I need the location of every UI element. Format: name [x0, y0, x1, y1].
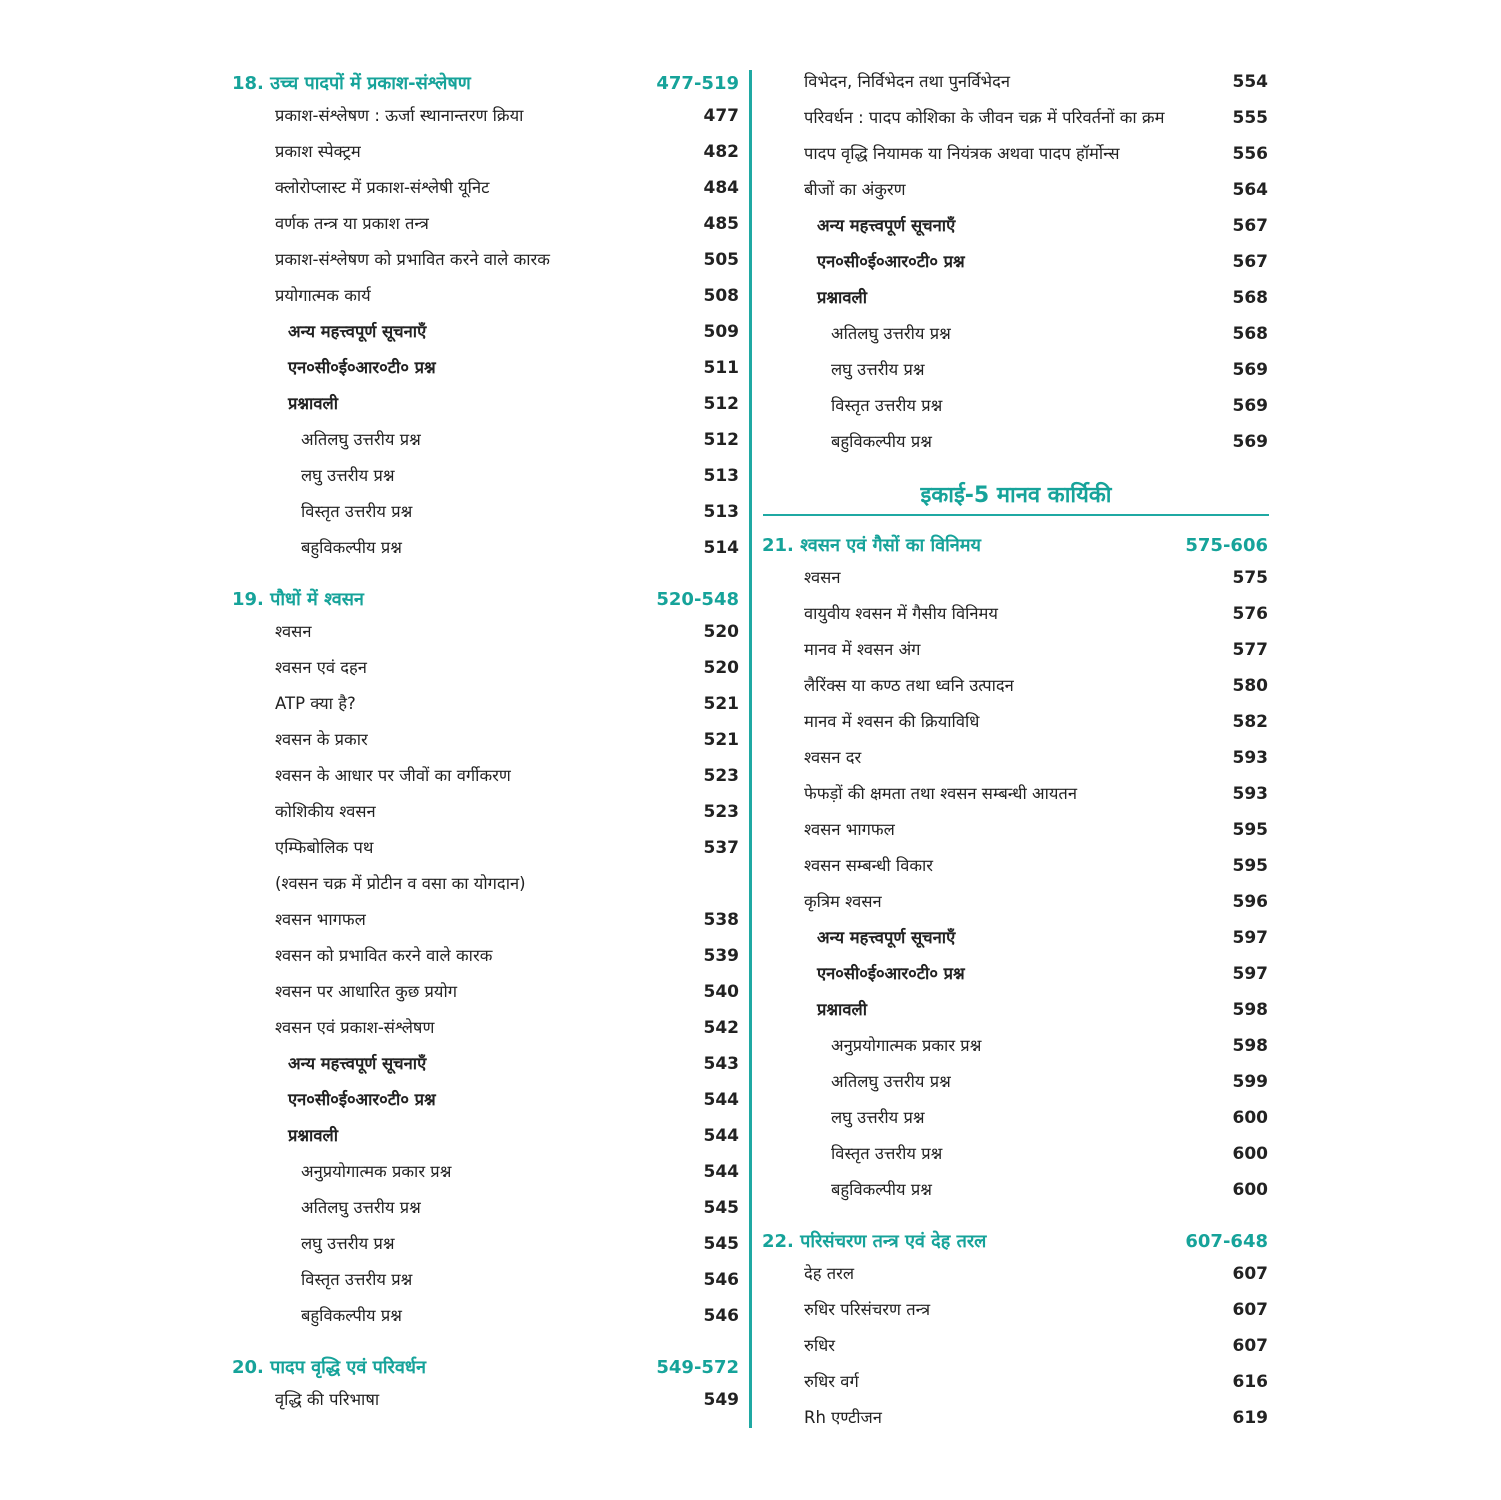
chapter-title: 22. परिसंचरण तन्त्र एवं देह तरल: [762, 1231, 987, 1252]
toc-entry[interactable]: [0, 959, 1290, 989]
toc-entry[interactable]: [0, 599, 1290, 629]
entry-title: प्रश्नावली: [817, 288, 867, 307]
chapter-title: 19. पौधों में श्वसन: [232, 589, 364, 610]
entry-title: लघु उत्तरीय प्रश्न: [301, 466, 395, 485]
entry-title: श्वसन एवं प्रकाश-संश्लेषण: [275, 1018, 435, 1037]
toc-entry[interactable]: [0, 497, 745, 527]
toc-entry[interactable]: [0, 743, 1290, 773]
page-number: 512: [703, 430, 739, 450]
page-number: 545: [703, 1234, 739, 1254]
page-number: 544: [703, 1126, 739, 1146]
entry-title: एम्फिबोलिक पथ: [275, 838, 374, 857]
entry-title: (श्वसन चक्र में प्रोटीन व वसा का योगदान): [275, 874, 526, 893]
toc-entry[interactable]: [0, 1067, 1290, 1097]
page-number: 485: [703, 214, 739, 234]
page-number: 576: [1232, 604, 1268, 624]
entry-title: वृद्धि की परिभाषा: [275, 1390, 380, 1409]
page-number: 513: [703, 466, 739, 486]
page-number: 537: [703, 838, 739, 858]
unit-title: इकाई-5 मानव कार्यिकी: [920, 483, 1112, 508]
toc-entry[interactable]: [0, 635, 1290, 665]
entry-title: मानव में श्वसन अंग: [804, 640, 921, 659]
page-number: 593: [1232, 748, 1268, 768]
toc-entry[interactable]: [0, 923, 1290, 953]
page-number: 599: [1232, 1072, 1268, 1092]
page-number: 477: [703, 106, 739, 126]
chapter-page-range: 549-572: [656, 1357, 739, 1378]
entry-title: रुधिर वर्ग: [804, 1372, 859, 1391]
page-number: 482: [703, 142, 739, 162]
entry-title: रुधिर: [804, 1336, 836, 1355]
toc-entry[interactable]: [0, 1331, 1290, 1361]
page-number: 539: [703, 946, 739, 966]
entry-title: एन०सी०ई०आर०टी० प्रश्न: [288, 358, 436, 377]
entry-title: श्वसन दर: [804, 748, 862, 767]
page-number: 508: [703, 286, 739, 306]
page-number: 544: [703, 1162, 739, 1182]
entry-title: अन्य महत्त्वपूर्ण सूचनाएँ: [288, 1054, 427, 1073]
entry-title: प्रश्नावली: [288, 1126, 338, 1145]
entry-title: देह तरल: [804, 1264, 855, 1283]
page-number: 597: [1232, 964, 1268, 984]
page-number: 569: [1232, 360, 1268, 380]
page-number: 575: [1232, 568, 1268, 588]
entry-title: प्रकाश-संश्लेषण : ऊर्जा स्थानान्तरण क्रिया: [275, 106, 524, 125]
toc-entry[interactable]: [0, 1031, 1290, 1061]
toc-entry[interactable]: [0, 283, 1290, 313]
page-number: 546: [703, 1306, 739, 1326]
page-number: 607: [1232, 1264, 1268, 1284]
toc-entry[interactable]: [0, 851, 1290, 881]
toc-entry[interactable]: [0, 391, 1290, 421]
page-number: 484: [703, 178, 739, 198]
toc-entry[interactable]: [0, 461, 745, 491]
page-number: 607: [1232, 1300, 1268, 1320]
entry-title: श्वसन एवं दहन: [275, 658, 367, 677]
page-number: 568: [1232, 324, 1268, 344]
entry-title: विस्तृत उत्तरीय प्रश्न: [831, 396, 943, 415]
page-number: 521: [703, 694, 739, 714]
page-number: 567: [1232, 216, 1268, 236]
entry-title: अतिलघु उत्तरीय प्रश्न: [301, 1198, 421, 1217]
page-number: 600: [1232, 1108, 1268, 1128]
page-number: 511: [703, 358, 739, 378]
entry-title: मानव में श्वसन की क्रियाविधि: [804, 712, 980, 731]
page-number: 505: [703, 250, 739, 270]
page-number: 520: [703, 658, 739, 678]
page-number: 600: [1232, 1144, 1268, 1164]
entry-title: प्रश्नावली: [288, 394, 338, 413]
entry-title: अतिलघु उत्तरीय प्रश्न: [831, 1072, 951, 1091]
entry-title: रुधिर परिसंचरण तन्त्र: [804, 1300, 931, 1319]
entry-title: श्वसन भागफल: [275, 910, 366, 929]
toc-entry[interactable]: [0, 211, 1290, 241]
entry-title: लघु उत्तरीय प्रश्न: [301, 1234, 395, 1253]
chapter-page-range: 520-548: [656, 589, 739, 610]
entry-title: एन०सी०ई०आर०टी० प्रश्न: [817, 964, 965, 983]
entry-title: अतिलघु उत्तरीय प्रश्न: [301, 430, 421, 449]
toc-entry[interactable]: [0, 779, 1290, 809]
page-number: 555: [1232, 108, 1268, 128]
entry-title: बहुविकल्पीय प्रश्न: [831, 1180, 932, 1199]
entry-title: बहुविकल्पीय प्रश्न: [301, 1306, 402, 1325]
page-number: 540: [703, 982, 739, 1002]
entry-title: एन०सी०ई०आर०टी० प्रश्न: [817, 252, 965, 271]
page-number: 577: [1232, 640, 1268, 660]
entry-title: अनुप्रयोगात्मक प्रकार प्रश्न: [301, 1162, 452, 1181]
entry-title: वायुवीय श्वसन में गैसीय विनिमय: [804, 604, 998, 623]
chapter-page-range: 575-606: [1185, 535, 1268, 556]
page-number: 595: [1232, 856, 1268, 876]
toc-entry[interactable]: [0, 1175, 1290, 1205]
toc-entry[interactable]: [0, 1295, 1290, 1325]
entry-title: श्वसन के प्रकार: [275, 730, 368, 749]
toc-entry[interactable]: [0, 671, 1290, 701]
page-number: 569: [1232, 432, 1268, 452]
page-number: 597: [1232, 928, 1268, 948]
entry-title: कृत्रिम श्वसन: [804, 892, 882, 911]
page-number: 543: [703, 1054, 739, 1074]
toc-entry[interactable]: [0, 355, 1290, 385]
entry-title: पादप वृद्धि नियामक या नियंत्रक अथवा पादप हॉर्मोन्स: [804, 144, 1120, 163]
page-number: 598: [1232, 1036, 1268, 1056]
entry-title: श्वसन को प्रभावित करने वाले कारक: [275, 946, 493, 965]
entry-title: प्रकाश स्पेक्ट्रम: [275, 142, 361, 161]
entry-title: श्वसन के आधार पर जीवों का वर्गीकरण: [275, 766, 511, 785]
page-number: 523: [703, 802, 739, 822]
page-number: 616: [1232, 1372, 1268, 1392]
page-number: 523: [703, 766, 739, 786]
toc-entry[interactable]: [0, 103, 1290, 133]
toc-entry[interactable]: [0, 887, 1290, 917]
entry-title: अन्य महत्त्वपूर्ण सूचनाएँ: [817, 216, 956, 235]
entry-title: परिवर्धन : पादप कोशिका के जीवन चक्र में परिवर्तनों का क्रम: [804, 108, 1165, 127]
toc-entry[interactable]: [0, 175, 1290, 205]
entry-title: बहुविकल्पीय प्रश्न: [301, 538, 402, 557]
entry-title: लघु उत्तरीय प्रश्न: [831, 1108, 925, 1127]
entry-title: Rh एण्टीजन: [804, 1408, 882, 1427]
toc-entry[interactable]: [0, 815, 1290, 845]
chapter-title: 20. पादप वृद्धि एवं परिवर्धन: [232, 1357, 426, 1378]
toc-entry[interactable]: [0, 1259, 1290, 1289]
toc-entry[interactable]: [0, 1103, 1290, 1133]
entry-title: विभेदन, निर्विभेदन तथा पुनर्विभेदन: [804, 72, 1011, 91]
entry-title: ATP क्या है?: [275, 694, 356, 713]
chapter-title: 21. श्वसन एवं गैसों का विनिमय: [762, 535, 981, 556]
page-number: 568: [1232, 288, 1268, 308]
toc-entry[interactable]: [0, 1367, 1290, 1397]
toc-entry[interactable]: [0, 1139, 1290, 1169]
entry-title: श्वसन भागफल: [804, 820, 895, 839]
page-number: 582: [1232, 712, 1268, 732]
page-number: 520: [703, 622, 739, 642]
page-number: 546: [703, 1270, 739, 1290]
toc-entry[interactable]: [0, 563, 1290, 593]
page-number: 554: [1232, 72, 1268, 92]
page-number: 598: [1232, 1000, 1268, 1020]
page-number: 567: [1232, 252, 1268, 272]
entry-title: अनुप्रयोगात्मक प्रकार प्रश्न: [831, 1036, 982, 1055]
toc-entry[interactable]: [0, 139, 1290, 169]
chapter-page-range: 477-519: [656, 73, 739, 94]
page-number: 564: [1232, 180, 1268, 200]
entry-title: लैरिंक्स या कण्ठ तथा ध्वनि उत्पादन: [804, 676, 1014, 695]
entry-title: वर्णक तन्त्र या प्रकाश तन्त्र: [275, 214, 429, 233]
chapter-title: 18. उच्च पादपों में प्रकाश-संश्लेषण: [232, 73, 471, 94]
toc-entry[interactable]: [0, 319, 1290, 349]
entry-title: विस्तृत उत्तरीय प्रश्न: [301, 502, 413, 521]
page-number: 596: [1232, 892, 1268, 912]
toc-entry[interactable]: [0, 1403, 1290, 1433]
page-number: 545: [703, 1198, 739, 1218]
page-number: 595: [1232, 820, 1268, 840]
entry-title: विस्तृत उत्तरीय प्रश्न: [831, 1144, 943, 1163]
toc-entry[interactable]: [0, 427, 1290, 457]
entry-title: अतिलघु उत्तरीय प्रश्न: [831, 324, 951, 343]
page-number: 549: [703, 1390, 739, 1410]
toc-entry[interactable]: [0, 247, 1290, 277]
toc-entry[interactable]: [0, 995, 1290, 1025]
chapter-page-range: 607-648: [1185, 1231, 1268, 1252]
toc-entry[interactable]: [0, 707, 1290, 737]
entry-title: प्रकाश-संश्लेषण को प्रभावित करने वाले कारक: [275, 250, 550, 269]
page-number: 607: [1232, 1336, 1268, 1356]
entry-title: प्रयोगात्मक कार्य: [275, 286, 371, 305]
page-number: 542: [703, 1018, 739, 1038]
entry-title: एन०सी०ई०आर०टी० प्रश्न: [288, 1090, 436, 1109]
entry-title: श्वसन पर आधारित कुछ प्रयोग: [275, 982, 458, 1001]
chapter-heading[interactable]: [0, 1227, 1290, 1257]
entry-title: लघु उत्तरीय प्रश्न: [831, 360, 925, 379]
page-number: 538: [703, 910, 739, 930]
toc-entry[interactable]: [0, 67, 1290, 97]
entry-title: अन्य महत्त्वपूर्ण सूचनाएँ: [288, 322, 427, 341]
page-number: 556: [1232, 144, 1268, 164]
page-number: 619: [1232, 1408, 1268, 1428]
page-number: 513: [703, 502, 739, 522]
page-number: 514: [703, 538, 739, 558]
unit-title-underline: [763, 514, 1269, 516]
entry-title: अन्य महत्त्वपूर्ण सूचनाएँ: [817, 928, 956, 947]
page-number: 600: [1232, 1180, 1268, 1200]
entry-title: क्लोरोप्लास्ट में प्रकाश-संश्लेषी यूनिट: [275, 178, 490, 197]
page-number: 521: [703, 730, 739, 750]
entry-title: प्रश्नावली: [817, 1000, 867, 1019]
entry-title: श्वसन: [804, 568, 841, 587]
entry-title: श्वसन सम्बन्धी विकार: [804, 856, 934, 875]
page-number: 569: [1232, 396, 1268, 416]
entry-title: फेफड़ों की क्षमता तथा श्वसन सम्बन्धी आयतन: [804, 784, 1077, 803]
page-number: 580: [1232, 676, 1268, 696]
entry-title: श्वसन: [275, 622, 312, 641]
page-number: 544: [703, 1090, 739, 1110]
entry-title: विस्तृत उत्तरीय प्रश्न: [301, 1270, 413, 1289]
page-number: 509: [703, 322, 739, 342]
page-number: 593: [1232, 784, 1268, 804]
entry-title: बहुविकल्पीय प्रश्न: [831, 432, 932, 451]
entry-title: बीजों का अंकुरण: [804, 180, 906, 199]
page-number: 512: [703, 394, 739, 414]
entry-title: कोशिकीय श्वसन: [275, 802, 376, 821]
chapter-heading[interactable]: [0, 531, 1290, 561]
